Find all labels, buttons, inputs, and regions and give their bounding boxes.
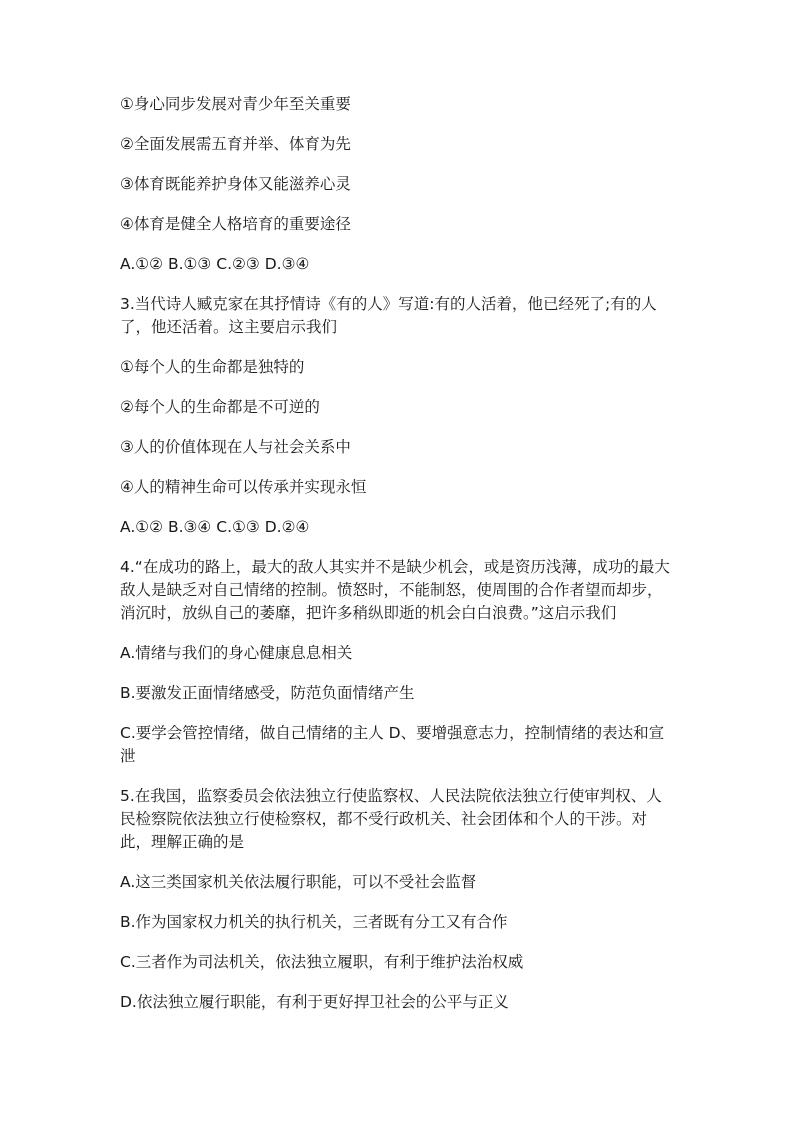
q2-option-1: ①身心同步发展对青少年至关重要	[120, 95, 351, 113]
q4-stem: 4.“在成功的路上，最大的敌人其实并不是缺少机会，或是资历浅薄，成功的最大敌人是缺乏对自己情绪的控制。愤怒时，不能制怒，使周围的合作者望而却步，消沉时，放纵自己的萎靡，把许多稍纵即逝的机会白白浪费。”这启示我们	[120, 558, 670, 622]
q5-option-d: D.依法独立履行职能，有利于更好捍卫社会的公平与正义	[120, 993, 509, 1011]
q2-option-4: ④体育是健全人格培育的重要途径	[120, 215, 351, 233]
q5-option-b: B.作为国家权力机关的执行机关，三者既有分工又有合作	[120, 913, 508, 931]
q2-option-3: ③体育既能养护身体又能滋养心灵	[120, 175, 351, 193]
q4-option-c-d: C.要学会管控情绪，做自己情绪的主人 D、要增强意志力，控制情绪的表达和宣泄	[120, 724, 665, 765]
q3-stem: 3.当代诗人臧克家在其抒情诗《有的人》写道:有的人活着，他已经死了;有的人了，他还活着。这主要启示我们	[120, 295, 657, 336]
q3-option-4: ④人的精神生命可以传承并实现永恒	[120, 478, 367, 496]
q3-answer-choices: A.①② B.③④ C.①③ D.②④	[120, 518, 310, 536]
q4-option-b: B.要激发正面情绪感受，防范负面情绪产生	[120, 684, 415, 702]
q5-option-c: C.三者作为司法机关，依法独立履职，有利于维护法治权威	[120, 953, 524, 971]
q2-option-2: ②全面发展需五育并举、体育为先	[120, 135, 351, 153]
q4-option-a: A.情绪与我们的身心健康息息相关	[120, 644, 353, 662]
q3-option-2: ②每个人的生命都是不可逆的	[120, 398, 320, 416]
q3-option-1: ①每个人的生命都是独特的	[120, 358, 305, 376]
q5-stem: 5.在我国，监察委员会依法独立行使监察权、人民法院依法独立行使审判权、人民检察院依法独立行使检察权，都不受行政机关、社会团体和个人的干涉。对此，理解正确的是	[120, 787, 662, 851]
q2-answer-choices: A.①② B.①③ C.②③ D.③④	[120, 255, 310, 273]
q3-option-3: ③人的价值体现在人与社会关系中	[120, 438, 351, 456]
q5-option-a: A.这三类国家机关依法履行职能，可以不受社会监督	[120, 873, 477, 891]
